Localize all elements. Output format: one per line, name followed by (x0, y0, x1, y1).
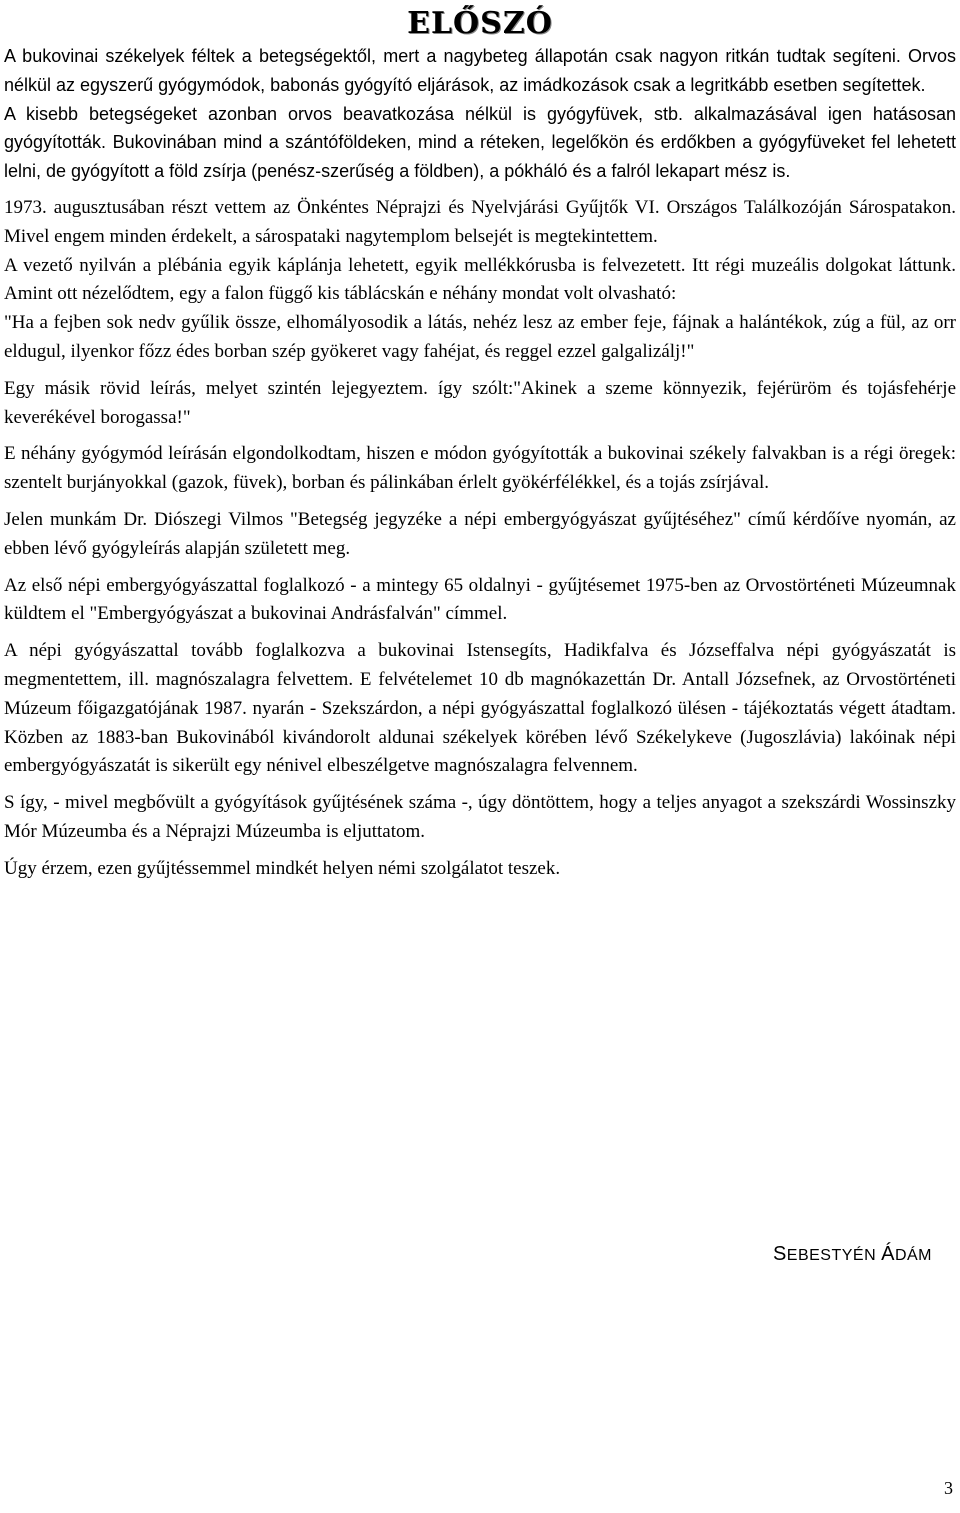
paragraph-quote-eye: Egy másik rövid leírás, melyet szintén lejegyeztem. így szólt:"Akinek a szeme könnyezik, fejérüröm és tojásfehérje keverékével borogassa!" (4, 377, 956, 428)
paragraph-dioszegi: Jelen munkám Dr. Diószegi Vilmos "Betegség jegyzéke a népi embergyógyászat gyűjtéséhez" című kérdőíve nyomán, az ebben lévő gyógyleírás alapján született meg. (4, 508, 956, 559)
paragraph-herbs: A kisebb betegségeket azonban orvos beavatkozása nélkül is gyógyfüvek, stb. alkalmazásával igen hatásosan gyógyították. Bukovinában mind a szántóföldeken, mind a réteken, legelőkön és erdőkben a gyógyfüveket fel lehetett lelni, de gyógyított a föld zsírja (penész-szerűség a földben), a pókháló és a falról lekapart mész is. (4, 103, 956, 182)
paragraph-intro: A bukovinai székelyek féltek a betegségektől, mert a nagybeteg állapotán csak nagyon ritkán tudtak segíteni. Orvos nélkül az egyszerű gyógymódok, babonás gyógyító eljárások, az imádkozások csak a legritkább esetben segítettek. (4, 46, 956, 95)
author-name: SEBESTYÉN ÁDÁM (772, 1243, 932, 1265)
paragraph-museum: S így, - mivel megbővült a gyógyítások gyűjtésének száma -, úgy döntöttem, hogy a teljes anyagot a szekszárdi Wossinszky Mór Múzeumba és a Néprajzi Múzeumba is eljuttatom. (4, 792, 956, 842)
paragraph-closing: Úgy érzem, ezen gyűjtéssemmel mindkét helyen némi szolgálatot teszek. (4, 857, 561, 879)
paragraph-reflection: E néhány gyógymód leírásán elgondolkodtam, hiszen e módon gyógyították a bukovinai székely falvakban is a régi öregek: szentelt burjányokkal (gazok, füvek), borban és pálinkában érlelt gyökérfélékkel, és a tojás zsírjával. (4, 443, 956, 494)
paragraph-first-collection: Az első népi embergyógyászattal foglalkozó - a mintegy 65 oldalnyi - gyűjtésemet 1975-ben az Orvostörténeti Múzeumnak küldtem el "Embergyógyászat a bukovinai Andrásfalván" címmel. (4, 574, 956, 625)
page-number: 3 (944, 1478, 953, 1498)
paragraph-church: A vezető nyilván a plébánia egyik káplánja lehetett, egyik mellékkórusba is felvezetett. Itt régi muzeális dolgokat láttunk. Amint ott nézelődtem, egy a falon függő kis táblácskán e néhány mondat volt olvasható: (4, 254, 956, 305)
page-title: ELŐSZÓ (407, 6, 553, 41)
document-page (4, 0, 956, 884)
paragraph-quote-head: "Ha a fejben sok nedv gyűlik össze, elhomályosodik a látás, nehéz lesz az ember feje, fájnak a halántékok, zúg a fül, az orr eldugul, ilyenkor főzz édes borban szép gyökeret vagy fahéjat, és reggel ezzel galgalizálj!" (4, 312, 956, 362)
paragraph-further-collection: A népi gyógyászattal tovább foglalkozva a bukovinai Istensegíts, Hadikfalva és Józseffalva népi gyógyászatát is megmentettem, ill. magnószalagra felvettem. E felvételemet 10 db magnókazettán Dr. Antall Józsefnek, az Orvostörténeti Múzeum főigazgatójának 1987. nyarán - Szekszárdon, a népi gyógyászattal foglalkozó ülésen - tájékoztatás végett átadtam. Közben az 1883-ban Bukovinából kivándorolt aldunai székelyek körében lévő Székelykeve (Jugoszlávia) lakóinak népi embergyógyászatát is sikerült egy nénivel elbeszélgetve magnószalagra felvennem. (4, 640, 956, 777)
paragraph-sarospatak: 1973. augusztusában részt vettem az Önkéntes Néprajzi és Nyelvjárási Gyűjtők VI. Országos Találkozóján Sárospatakon. Mivel engem minden érdekelt, a sárospataki nagytemplom belsejét is megtekintettem. (4, 196, 956, 247)
author-signature (773, 1243, 932, 1266)
